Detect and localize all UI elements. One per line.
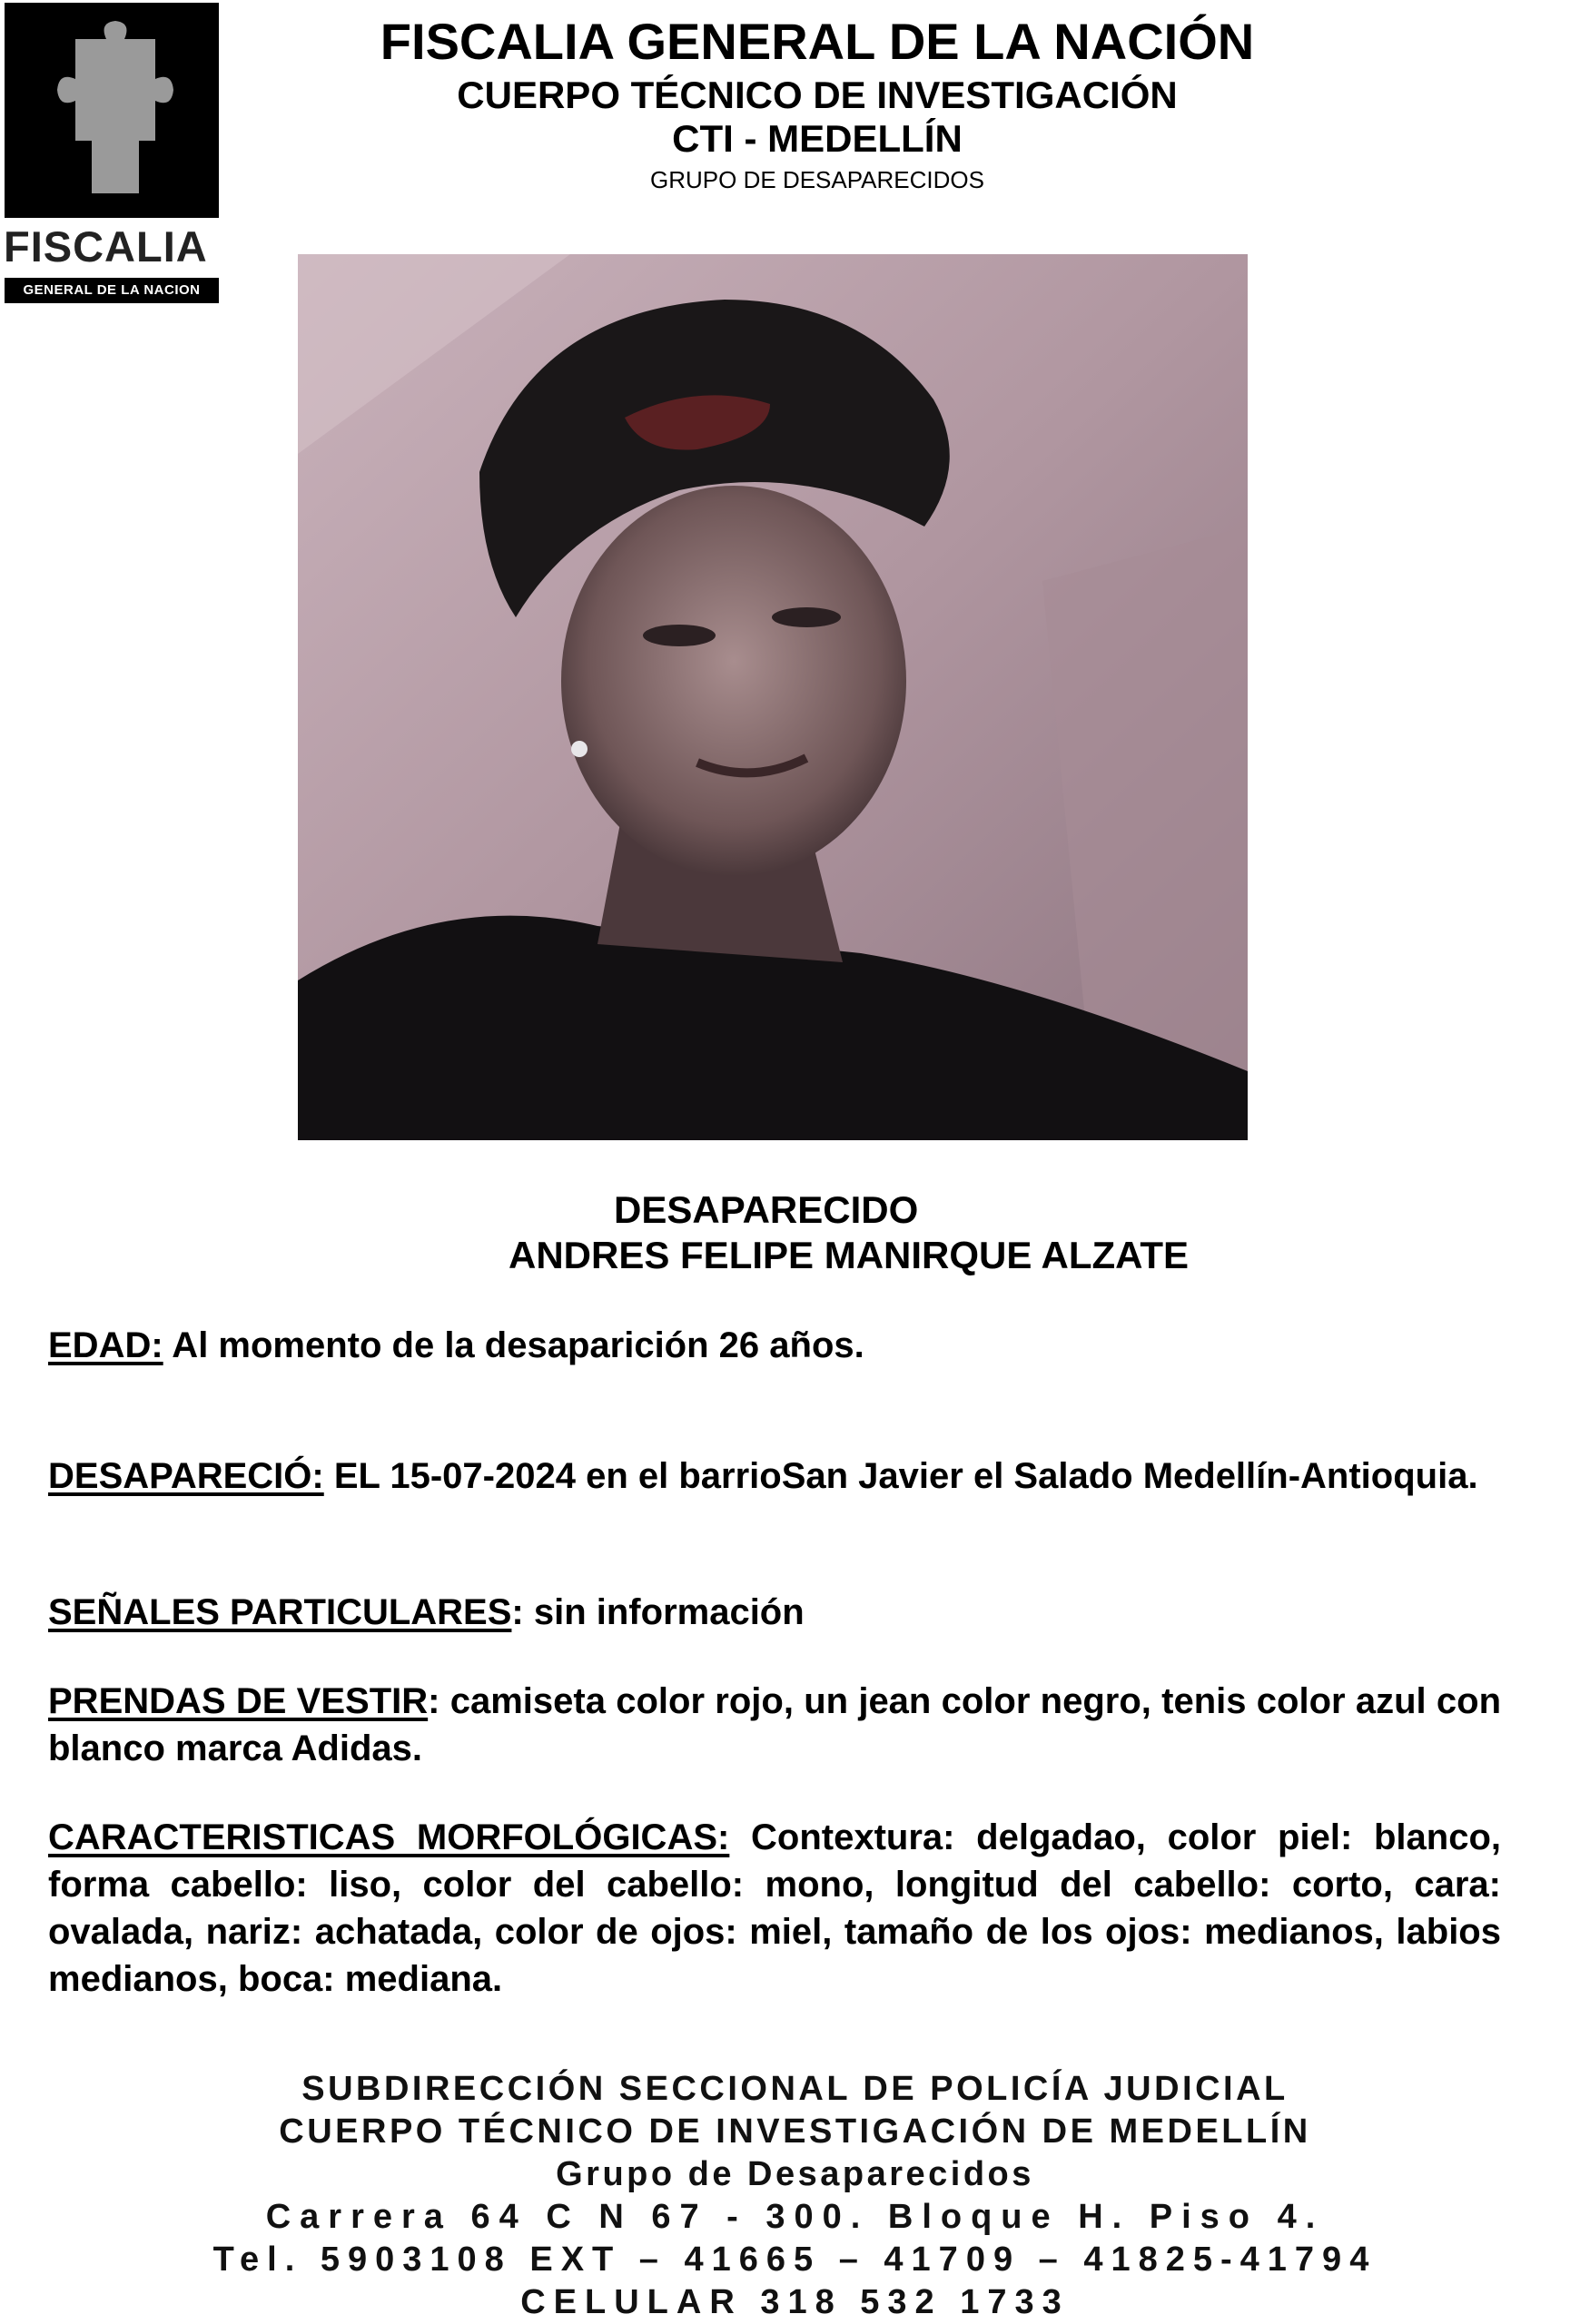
age-label: EDAD: [48, 1325, 163, 1365]
footer-unit: CUERPO TÉCNICO DE INVESTIGACIÓN DE MEDELLÍN [279, 2112, 1311, 2151]
logo-subtitle: GENERAL DE LA NACION [5, 278, 219, 303]
fiscalia-logo [0, 0, 222, 309]
age-field [48, 1322, 1501, 1369]
footer-phone: Tel. 5903108 EXT – 41665 – 41709 – 41825-41794 [212, 2240, 1378, 2279]
header-subtitle: CUERPO TÉCNICO DE INVESTIGACIÓN [457, 74, 1178, 116]
disappeared-label: DESAPARECIÓ: [48, 1456, 324, 1496]
clothing-value: : camiseta color rojo, un jean color negro, tenis color azul con blanco marca Adidas. [48, 1681, 1502, 1768]
footer-group: Grupo de Desaparecidos [556, 2155, 1034, 2193]
header-office: CTI - MEDELLÍN [672, 117, 963, 160]
marks-value: : sin información [511, 1592, 805, 1632]
clothing-field [48, 1678, 1501, 1772]
footer-department: SUBDIRECCIÓN SECCIONAL DE POLICÍA JUDICIAL [301, 2070, 1289, 2108]
status-heading: DESAPARECIDO [614, 1188, 919, 1231]
age-value: Al momento de la desaparición 26 años. [163, 1325, 864, 1365]
header-title: FISCALIA GENERAL DE LA NACIÓN [380, 13, 1255, 70]
person-name: ANDRES FELIPE MANIRQUE ALZATE [509, 1234, 1190, 1276]
features-value: Contextura: delgadao, color piel: blanco, forma cabello: liso, color del cabello: mono, longitud del cabello: corto, cara: ovalada, nariz: achatada, color de ojos: miel, tamaño de los ojos: medianos, labios medianos, boca: mediana. [48, 1817, 1501, 1999]
marks-label: SEÑALES PARTICULARES [48, 1592, 512, 1632]
footer-address: Carrera 64 C N 67 - 300. Bloque H. Piso 4. [265, 2198, 1325, 2236]
disappeared-field [48, 1452, 1501, 1500]
clothing-label: PRENDAS DE VESTIR [48, 1681, 429, 1721]
features-field [48, 1814, 1501, 2003]
marks-field [48, 1589, 1501, 1636]
missing-person-photo [298, 254, 1248, 1140]
puzzle-piece-icon [5, 3, 219, 218]
features-label: CARACTERISTICAS MORFOLÓGICAS: [48, 1817, 730, 1857]
logo-wordmark: FISCALIA [4, 222, 208, 271]
header-group: GRUPO DE DESAPARECIDOS [650, 166, 984, 193]
disappeared-value: EL 15-07-2024 en el barrioSan Javier el Salado Medellín-Antioquia. [323, 1456, 1478, 1496]
footer-mobile: CELULAR 318 532 1733 [520, 2283, 1070, 2321]
